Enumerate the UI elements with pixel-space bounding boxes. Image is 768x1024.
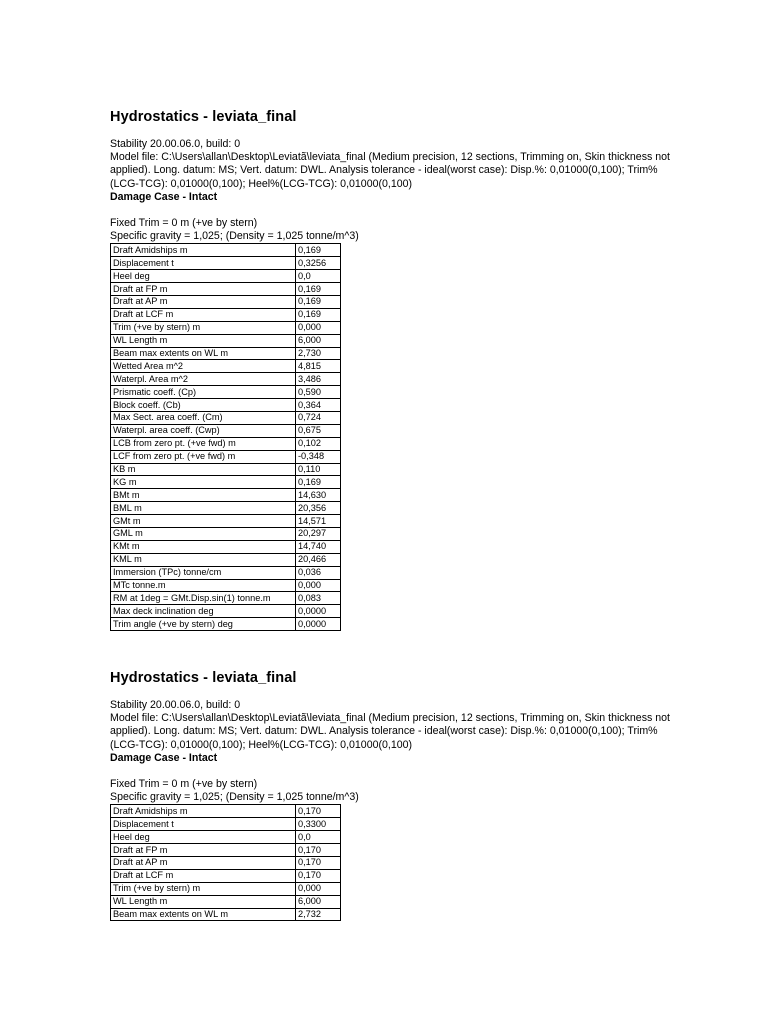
table-row: [111, 869, 341, 882]
row-value: 2,730: [296, 347, 341, 360]
row-label: Beam max extents on WL m: [111, 908, 296, 921]
row-label: BMt m: [111, 489, 296, 502]
table-row: [111, 579, 341, 592]
row-value: 0,675: [296, 424, 341, 437]
row-value: 0,169: [296, 476, 341, 489]
table-row: [111, 308, 341, 321]
row-value: 0,170: [296, 805, 341, 818]
damage-case: [110, 752, 670, 765]
table-row: [111, 373, 341, 386]
row-label: Waterpl. Area m^2: [111, 373, 296, 386]
row-value: 0,170: [296, 869, 341, 882]
row-label: Trim (+ve by stern) m: [111, 321, 296, 334]
row-value: 0,0: [296, 270, 341, 283]
row-label: WL Length m: [111, 895, 296, 908]
table-row: [111, 360, 341, 373]
section-title: Hydrostatics - leviata_final: [110, 670, 297, 686]
row-label: Draft Amidships m: [111, 805, 296, 818]
row-value: 0,000: [296, 321, 341, 334]
row-label: KG m: [111, 476, 296, 489]
table-row: [111, 437, 341, 450]
row-label: Draft Amidships m: [111, 244, 296, 257]
table-row: [111, 476, 341, 489]
row-value: 6,000: [296, 334, 341, 347]
row-label: Draft at LCF m: [111, 308, 296, 321]
row-value: 0,3256: [296, 257, 341, 270]
row-value: 2,732: [296, 908, 341, 921]
row-label: Prismatic coeff. (Cp): [111, 386, 296, 399]
row-value: 0,590: [296, 386, 341, 399]
row-label: GML m: [111, 528, 296, 541]
row-label: Beam max extents on WL m: [111, 347, 296, 360]
table-row: [111, 295, 341, 308]
hydrostatics-table: [110, 804, 341, 921]
damage-case-label: Damage Case: [110, 751, 180, 764]
table-row: [111, 244, 341, 257]
table-row: [111, 489, 341, 502]
row-value: 0,083: [296, 592, 341, 605]
row-value: 0,000: [296, 579, 341, 592]
table-row: [111, 908, 341, 921]
row-value: -0,348: [296, 450, 341, 463]
table-row: [111, 450, 341, 463]
damage-case-value: Intact: [188, 190, 218, 203]
row-label: WL Length m: [111, 334, 296, 347]
specific-gravity: Specific gravity = 1,025; (Density = 1,025 tonne/m^3): [110, 791, 359, 804]
row-label: Waterpl. area coeff. (Cwp): [111, 424, 296, 437]
row-value: 14,630: [296, 489, 341, 502]
row-label: Trim (+ve by stern) m: [111, 882, 296, 895]
table-row: [111, 347, 341, 360]
row-label: MTc tonne.m: [111, 579, 296, 592]
table-row: [111, 605, 341, 618]
row-value: 0,170: [296, 844, 341, 857]
row-value: 0,170: [296, 856, 341, 869]
row-label: Heel deg: [111, 831, 296, 844]
table-row: [111, 321, 341, 334]
table-row: [111, 463, 341, 476]
row-label: GMt m: [111, 515, 296, 528]
specific-gravity: Specific gravity = 1,025; (Density = 1,025 tonne/m^3): [110, 230, 359, 243]
row-value: 0,169: [296, 295, 341, 308]
row-label: Draft at FP m: [111, 283, 296, 296]
row-value: 14,740: [296, 540, 341, 553]
table-row: [111, 592, 341, 605]
damage-case: [110, 191, 670, 204]
table-row: [111, 618, 341, 631]
table-row: [111, 540, 341, 553]
row-label: Max deck inclination deg: [111, 605, 296, 618]
row-label: Draft at LCF m: [111, 869, 296, 882]
row-label: Wetted Area m^2: [111, 360, 296, 373]
row-value: 20,466: [296, 553, 341, 566]
fixed-trim: Fixed Trim = 0 m (+ve by stern): [110, 217, 258, 230]
row-value: 0,0000: [296, 618, 341, 631]
fixed-trim: Fixed Trim = 0 m (+ve by stern): [110, 778, 258, 791]
row-label: KML m: [111, 553, 296, 566]
row-label: Draft at AP m: [111, 856, 296, 869]
table-row: [111, 386, 341, 399]
row-value: 3,486: [296, 373, 341, 386]
row-value: 0,0000: [296, 605, 341, 618]
row-value: 4,815: [296, 360, 341, 373]
row-label: KB m: [111, 463, 296, 476]
table-row: [111, 283, 341, 296]
row-label: LCB from zero pt. (+ve fwd) m: [111, 437, 296, 450]
row-value: 0,110: [296, 463, 341, 476]
table-row: [111, 270, 341, 283]
row-value: 0,364: [296, 399, 341, 412]
row-value: 0,102: [296, 437, 341, 450]
row-label: BML m: [111, 502, 296, 515]
hydrostatics-section-2: [110, 669, 670, 921]
table-row: [111, 844, 341, 857]
table-row: [111, 805, 341, 818]
table-row: [111, 895, 341, 908]
damage-case-separator: -: [179, 751, 189, 764]
row-value: 0,3300: [296, 818, 341, 831]
section-title: Hydrostatics - leviata_final: [110, 109, 297, 125]
row-label: RM at 1deg = GMt.Disp.sin(1) tonne.m: [111, 592, 296, 605]
table-row: [111, 856, 341, 869]
row-label: Trim angle (+ve by stern) deg: [111, 618, 296, 631]
row-label: Immersion (TPc) tonne/cm: [111, 566, 296, 579]
row-label: Heel deg: [111, 270, 296, 283]
row-value: 20,356: [296, 502, 341, 515]
table-row: [111, 528, 341, 541]
row-value: 6,000: [296, 895, 341, 908]
table-row: [111, 831, 341, 844]
row-label: LCF from zero pt. (+ve fwd) m: [111, 450, 296, 463]
table-row: [111, 334, 341, 347]
table-row: [111, 399, 341, 412]
section-meta: [110, 699, 670, 804]
table-row: [111, 424, 341, 437]
table-row: [111, 882, 341, 895]
row-value: 0,169: [296, 283, 341, 296]
row-value: 0,169: [296, 244, 341, 257]
damage-case-label: Damage Case: [110, 190, 180, 203]
damage-case-separator: -: [179, 190, 189, 203]
row-value: 0,0: [296, 831, 341, 844]
model-info: Model file: C:\Users\allan\Desktop\Leviatã\leviata_final (Medium precision, 12 sections, Trimming on, Skin thickness not applied). Long. datum: MS; Vert. datum: DWL. Analysis tolerance - ideal(worst case): Disp.%: 0,01000(0,100); Trim%(LCG-TCG): 0,01000(0,100); Heel%(LCG-TCG): 0,01000(0,100): [110, 151, 670, 190]
hydrostatics-section-1: [110, 108, 670, 631]
table-row: [111, 257, 341, 270]
model-info: Model file: C:\Users\allan\Desktop\Leviatã\leviata_final (Medium precision, 12 sections, Trimming on, Skin thickness not applied). Long. datum: MS; Vert. datum: DWL. Analysis tolerance - ideal(worst case): Disp.%: 0,01000(0,100); Trim%(LCG-TCG): 0,01000(0,100); Heel%(LCG-TCG): 0,01000(0,100): [110, 712, 670, 751]
build-info: Stability 20.00.06.0, build: 0: [110, 138, 241, 150]
row-value: 20,297: [296, 528, 341, 541]
table-row: [111, 412, 341, 425]
row-label: Draft at FP m: [111, 844, 296, 857]
row-value: 0,169: [296, 308, 341, 321]
table-row: [111, 818, 341, 831]
section-meta: [110, 138, 670, 243]
build-info: Stability 20.00.06.0, build: 0: [110, 699, 241, 711]
row-value: 0,000: [296, 882, 341, 895]
row-label: Draft at AP m: [111, 295, 296, 308]
table-row: [111, 553, 341, 566]
row-label: Max Sect. area coeff. (Cm): [111, 412, 296, 425]
row-label: Block coeff. (Cb): [111, 399, 296, 412]
table-row: [111, 566, 341, 579]
hydrostatics-table: [110, 243, 341, 631]
damage-case-value: Intact: [188, 751, 218, 764]
row-label: Displacement t: [111, 818, 296, 831]
row-label: Displacement t: [111, 257, 296, 270]
row-value: 0,724: [296, 412, 341, 425]
row-value: 14,571: [296, 515, 341, 528]
table-row: [111, 515, 341, 528]
row-value: 0,036: [296, 566, 341, 579]
row-label: KMt m: [111, 540, 296, 553]
table-row: [111, 502, 341, 515]
